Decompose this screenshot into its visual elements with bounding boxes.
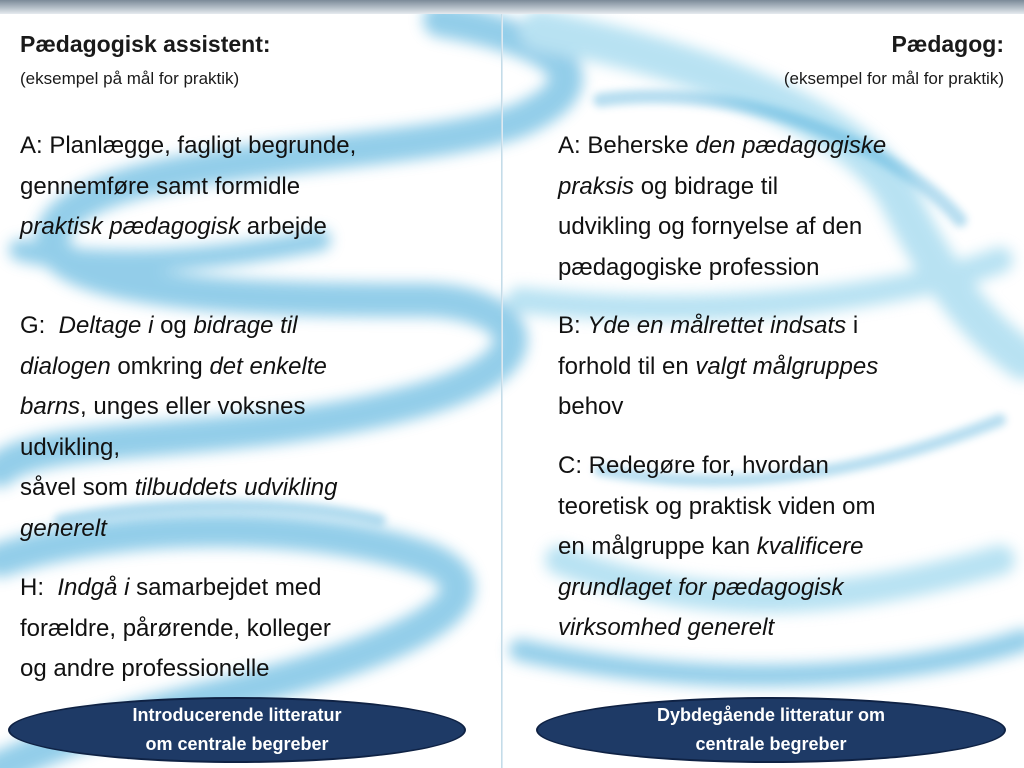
left-subtitle: (eksempel på mål for praktik) — [20, 69, 240, 88]
left-title: Pædagogisk assistent: — [20, 31, 271, 57]
top-bar — [0, 0, 1024, 14]
right-goal-a: A: Beherske den pædagogiske praksis og bidrage til udvikling og fornyelse af den pædagogiske profession — [558, 132, 887, 281]
right-goal-b: B: Yde en målrettet indsats i forhold til en valgt målgruppes behov — [558, 312, 879, 420]
left-goal-a: A: Planlægge, fagligt begrunde, gennemføre samt formidle praktisk pædagogisk arbejde — [20, 132, 357, 240]
introductory-literature-button[interactable]: Introducerende litteratur om centrale begreber — [8, 697, 466, 763]
right-goal-c: C: Redegøre for, hvordan teoretisk og praktisk viden om en målgruppe kan kvalificere grundlaget for pædagogisk virksomhed generelt — [558, 452, 876, 641]
in-depth-literature-button[interactable]: Dybdegående litteratur om centrale begreber — [536, 697, 1006, 763]
right-subtitle: (eksempel for mål for praktik) — [783, 69, 1004, 88]
right-title: Pædagog: — [891, 31, 1004, 57]
left-goal-h: H: Indgå i samarbejdet med forældre, pårørende, kolleger og andre professionelle — [20, 574, 331, 682]
column-divider — [501, 14, 503, 768]
left-goal-g: G: Deltage i og bidrage til dialogen omkring det enkelte barns, unges eller voksnes udvikling, såvel som tilbuddets udvikling generelt — [20, 312, 338, 542]
